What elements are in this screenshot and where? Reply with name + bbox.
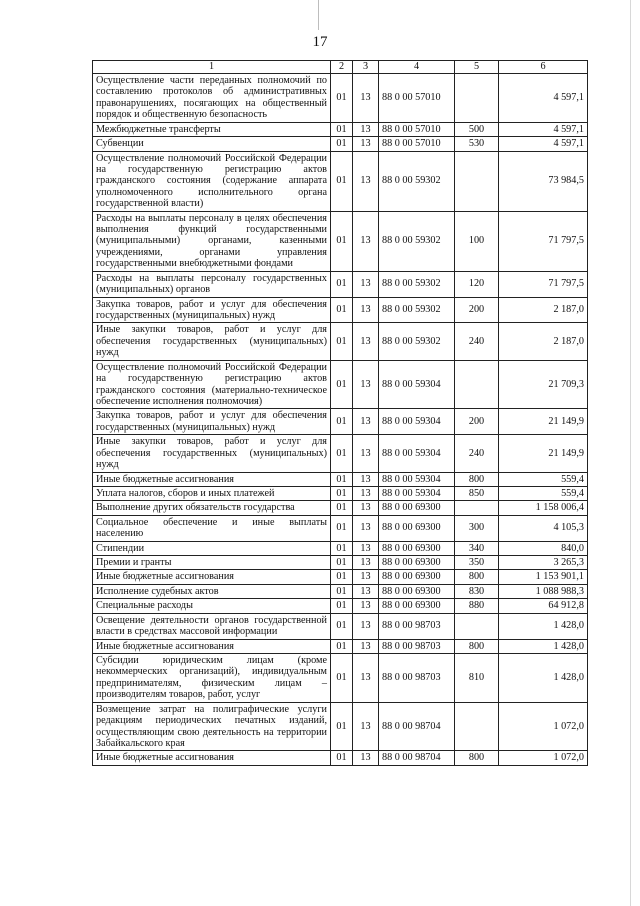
row-amount: 71 797,5 [499,211,588,271]
row-amount: 1 428,0 [499,639,588,653]
table-row [93,297,588,323]
row-section: 01 [331,472,353,486]
row-amount: 840,0 [499,541,588,555]
row-subsection: 13 [353,541,379,555]
table-row [93,409,588,435]
row-expense-type: 200 [455,409,499,435]
row-target-article: 88 0 00 98703 [379,613,455,639]
row-name: Иные закупки товаров, работ и услуг для обеспечения государственных (муниципальных) нужд [93,435,331,472]
scan-mark-right [630,0,631,906]
row-name: Исполнение судебных актов [93,584,331,598]
row-subsection: 13 [353,599,379,613]
row-target-article: 88 0 00 59304 [379,409,455,435]
table-row [93,541,588,555]
row-section: 01 [331,570,353,584]
row-target-article: 88 0 00 98704 [379,751,455,765]
row-name: Закупка товаров, работ и услуг для обеспечения государственных (муниципальных) нужд [93,409,331,435]
row-expense-type: 800 [455,639,499,653]
row-target-article: 88 0 00 98703 [379,653,455,702]
row-expense-type: 340 [455,541,499,555]
table-row [93,151,588,211]
table-row [93,271,588,297]
row-target-article: 88 0 00 59302 [379,211,455,271]
row-amount: 4 105,3 [499,515,588,541]
row-amount: 559,4 [499,472,588,486]
row-target-article: 88 0 00 57010 [379,137,455,151]
row-expense-type: 120 [455,271,499,297]
table-row [93,702,588,751]
row-amount: 1 428,0 [499,653,588,702]
row-subsection: 13 [353,271,379,297]
row-target-article: 88 0 00 69300 [379,556,455,570]
row-expense-type [455,151,499,211]
row-expense-type: 850 [455,486,499,500]
row-section: 01 [331,639,353,653]
row-section: 01 [331,137,353,151]
row-section: 01 [331,501,353,515]
row-subsection: 13 [353,613,379,639]
row-amount: 2 187,0 [499,323,588,360]
row-subsection: 13 [353,751,379,765]
row-section: 01 [331,271,353,297]
row-section: 01 [331,541,353,555]
row-expense-type: 880 [455,599,499,613]
row-section: 01 [331,297,353,323]
row-target-article: 88 0 00 69300 [379,599,455,613]
row-name: Расходы на выплаты персоналу в целях обеспечения выполнения функций государственными (муниципальными) органами, казенными учреждениями, органами управления государственными внебюджетными фондами [93,211,331,271]
scan-mark-top [318,0,319,30]
row-section: 01 [331,515,353,541]
row-subsection: 13 [353,584,379,598]
row-subsection: 13 [353,211,379,271]
table-row [93,323,588,360]
row-section: 01 [331,74,353,123]
row-target-article: 88 0 00 59304 [379,472,455,486]
row-target-article: 88 0 00 59304 [379,435,455,472]
table-row [93,472,588,486]
row-subsection: 13 [353,122,379,136]
table-row [93,74,588,123]
row-name: Уплата налогов, сборов и иных платежей [93,486,331,500]
row-target-article: 88 0 00 57010 [379,74,455,123]
table-row [93,211,588,271]
row-name: Премии и гранты [93,556,331,570]
row-amount: 1 428,0 [499,613,588,639]
row-section: 01 [331,122,353,136]
row-subsection: 13 [353,74,379,123]
row-name: Осуществление полномочий Российской Федерации на государственную регистрацию актов гражданского состояния (материально-техническое обеспечение исполнения полномочия) [93,360,331,409]
row-name: Стипендии [93,541,331,555]
row-amount: 1 088 988,3 [499,584,588,598]
table-row [93,556,588,570]
row-name: Субвенции [93,137,331,151]
row-subsection: 13 [353,556,379,570]
row-expense-type: 800 [455,751,499,765]
row-subsection: 13 [353,137,379,151]
header-col-3: 3 [353,61,379,74]
row-name: Иные бюджетные ассигнования [93,751,331,765]
row-amount: 1 072,0 [499,751,588,765]
table-row [93,137,588,151]
row-name: Расходы на выплаты персоналу государственных (муниципальных) органов [93,271,331,297]
row-target-article: 88 0 00 57010 [379,122,455,136]
row-name: Иные бюджетные ассигнования [93,570,331,584]
row-name: Иные закупки товаров, работ и услуг для обеспечения государственных (муниципальных) нужд [93,323,331,360]
row-section: 01 [331,360,353,409]
header-col-6: 6 [499,61,588,74]
header-col-4: 4 [379,61,455,74]
row-expense-type: 800 [455,570,499,584]
row-amount: 71 797,5 [499,271,588,297]
row-expense-type: 830 [455,584,499,598]
row-section: 01 [331,556,353,570]
row-name: Иные бюджетные ассигнования [93,639,331,653]
row-expense-type: 500 [455,122,499,136]
row-name: Социальное обеспечение и иные выплаты населению [93,515,331,541]
row-target-article: 88 0 00 59304 [379,486,455,500]
row-section: 01 [331,486,353,500]
table-row [93,613,588,639]
header-col-1: 1 [93,61,331,74]
table-row [93,501,588,515]
row-section: 01 [331,435,353,472]
row-section: 01 [331,211,353,271]
row-subsection: 13 [353,515,379,541]
table-row [93,653,588,702]
row-subsection: 13 [353,486,379,500]
row-amount: 21 709,3 [499,360,588,409]
row-subsection: 13 [353,435,379,472]
row-subsection: 13 [353,639,379,653]
row-subsection: 13 [353,151,379,211]
table-row [93,122,588,136]
table-row [93,515,588,541]
row-target-article: 88 0 00 59302 [379,297,455,323]
row-amount: 21 149,9 [499,435,588,472]
row-target-article: 88 0 00 98704 [379,702,455,751]
table-row [93,584,588,598]
row-target-article: 88 0 00 69300 [379,541,455,555]
row-amount: 3 265,3 [499,556,588,570]
row-section: 01 [331,653,353,702]
row-name: Выполнение других обязательств государства [93,501,331,515]
page-number: 17 [312,34,328,50]
row-subsection: 13 [353,472,379,486]
header-col-5: 5 [455,61,499,74]
table-row [93,639,588,653]
row-amount: 1 158 006,4 [499,501,588,515]
row-section: 01 [331,151,353,211]
row-subsection: 13 [353,702,379,751]
row-name: Межбюджетные трансферты [93,122,331,136]
row-target-article: 88 0 00 69300 [379,501,455,515]
row-subsection: 13 [353,323,379,360]
header-col-2: 2 [331,61,353,74]
row-amount: 4 597,1 [499,122,588,136]
table-header-row [93,61,588,74]
row-section: 01 [331,409,353,435]
table-row [93,570,588,584]
row-name: Осуществление части переданных полномочий по составлению протоколов об административных правонарушениях, посягающих на общественный порядок и общественную безопасность [93,74,331,123]
row-name: Иные бюджетные ассигнования [93,472,331,486]
row-expense-type [455,702,499,751]
row-expense-type: 810 [455,653,499,702]
row-amount: 559,4 [499,486,588,500]
row-expense-type [455,613,499,639]
row-name: Закупка товаров, работ и услуг для обеспечения государственных (муниципальных) нужд [93,297,331,323]
row-target-article: 88 0 00 59302 [379,271,455,297]
table-row [93,435,588,472]
row-name: Субсидии юридическим лицам (кроме некоммерческих организаций), индивидуальным предпринимателям, физическим лицам – производителям товаров, работ, услуг [93,653,331,702]
budget-table [92,60,588,766]
row-expense-type: 240 [455,323,499,360]
row-expense-type [455,74,499,123]
row-expense-type: 200 [455,297,499,323]
row-amount: 1 153 901,1 [499,570,588,584]
row-target-article: 88 0 00 69300 [379,584,455,598]
table-row [93,751,588,765]
row-expense-type: 300 [455,515,499,541]
row-subsection: 13 [353,409,379,435]
row-target-article: 88 0 00 69300 [379,515,455,541]
row-target-article: 88 0 00 59302 [379,151,455,211]
row-name: Возмещение затрат на полиграфические услуги редакциям периодических печатных изданий, осуществляющим свою деятельность на территории Забайкальского края [93,702,331,751]
row-name: Специальные расходы [93,599,331,613]
table-row [93,599,588,613]
row-expense-type [455,360,499,409]
row-section: 01 [331,599,353,613]
row-subsection: 13 [353,501,379,515]
row-expense-type: 530 [455,137,499,151]
row-subsection: 13 [353,570,379,584]
row-expense-type: 800 [455,472,499,486]
row-amount: 4 597,1 [499,137,588,151]
row-name: Освещение деятельности органов государственной власти в средствах массовой информации [93,613,331,639]
row-amount: 73 984,5 [499,151,588,211]
row-section: 01 [331,751,353,765]
row-target-article: 88 0 00 59302 [379,323,455,360]
row-target-article: 88 0 00 98703 [379,639,455,653]
row-subsection: 13 [353,653,379,702]
table-row [93,486,588,500]
row-amount: 21 149,9 [499,409,588,435]
row-section: 01 [331,323,353,360]
row-subsection: 13 [353,297,379,323]
row-subsection: 13 [353,360,379,409]
row-name: Осуществление полномочий Российской Федерации на государственную регистрацию актов гражданского состояния (содержание аппарата уполномоченного исполнительного органа государственной власти) [93,151,331,211]
row-expense-type [455,501,499,515]
row-amount: 2 187,0 [499,297,588,323]
row-expense-type: 240 [455,435,499,472]
row-section: 01 [331,613,353,639]
row-section: 01 [331,584,353,598]
row-expense-type: 350 [455,556,499,570]
row-target-article: 88 0 00 59304 [379,360,455,409]
row-amount: 4 597,1 [499,74,588,123]
row-target-article: 88 0 00 69300 [379,570,455,584]
row-amount: 64 912,8 [499,599,588,613]
row-expense-type: 100 [455,211,499,271]
row-section: 01 [331,702,353,751]
table-row [93,360,588,409]
row-amount: 1 072,0 [499,702,588,751]
